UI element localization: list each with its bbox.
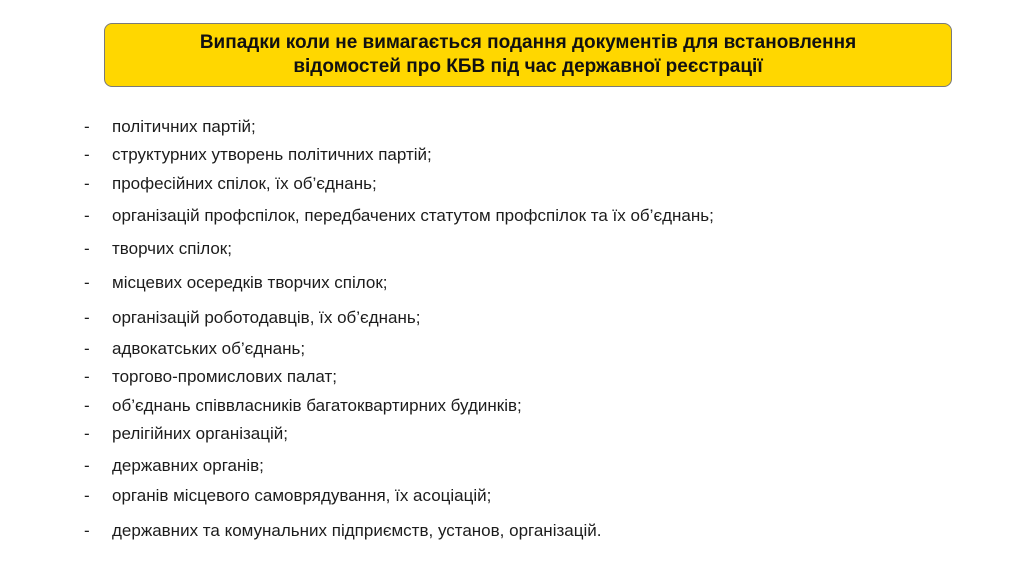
title-line-1: Випадки коли не вимагається подання документів для встановлення (199, 32, 857, 53)
list-item-text: об’єднань співвласників багатоквартирних будинків; (112, 396, 522, 415)
list-item (84, 116, 256, 138)
bullet-dash: - (84, 456, 90, 475)
list-item (84, 144, 432, 166)
list-item (84, 485, 491, 507)
list-item (84, 423, 288, 445)
list-item-text: організацій профспілок, передбачених статутом профспілок та їх об’єднань; (112, 206, 714, 225)
list-item-text: торгово-промислових палат; (112, 367, 338, 386)
bullet-dash: - (84, 273, 90, 292)
bullet-dash: - (84, 174, 90, 193)
list-item-text: організацій роботодавців, їх об’єднань; (112, 308, 421, 327)
bullet-dash: - (84, 486, 90, 505)
bullet-dash: - (84, 396, 90, 415)
bullet-dash: - (84, 239, 90, 258)
list-item-text: державних та комунальних підприємств, установ, організацій. (112, 521, 602, 540)
bullet-dash: - (84, 117, 90, 136)
bullet-dash: - (84, 521, 90, 540)
bullet-dash: - (84, 145, 90, 164)
list-item (84, 520, 601, 542)
list-item (84, 366, 337, 388)
bullet-dash: - (84, 367, 90, 386)
list-item-text: творчих спілок; (112, 239, 232, 258)
bullet-dash: - (84, 424, 90, 443)
list-item (84, 455, 264, 477)
bullet-dash: - (84, 308, 90, 327)
list-item-text: адвокатських об’єднань; (112, 339, 306, 358)
list-item-text: державних органів; (112, 456, 264, 475)
list-item (84, 307, 420, 329)
list-item (84, 205, 714, 227)
list-item-text: структурних утворень політичних партій; (112, 145, 432, 164)
list-item (84, 173, 377, 195)
list-item-text: релігійних організацій; (112, 424, 288, 443)
list-item (84, 395, 522, 417)
list-item-text: політичних партій; (112, 117, 256, 136)
list-item-text: місцевих осередків творчих спілок; (112, 273, 388, 292)
bullet-dash: - (84, 206, 90, 225)
list-item-text: професійних спілок, їх об’єднань; (112, 174, 377, 193)
list-item (84, 272, 388, 294)
list-item (84, 338, 305, 360)
list-item-text: органів місцевого самоврядування, їх асоціацій; (112, 486, 492, 505)
title-line-2: відомостей про КБВ під час державної реєстрації (293, 56, 763, 77)
list-item (84, 238, 232, 260)
bullet-dash: - (84, 339, 90, 358)
